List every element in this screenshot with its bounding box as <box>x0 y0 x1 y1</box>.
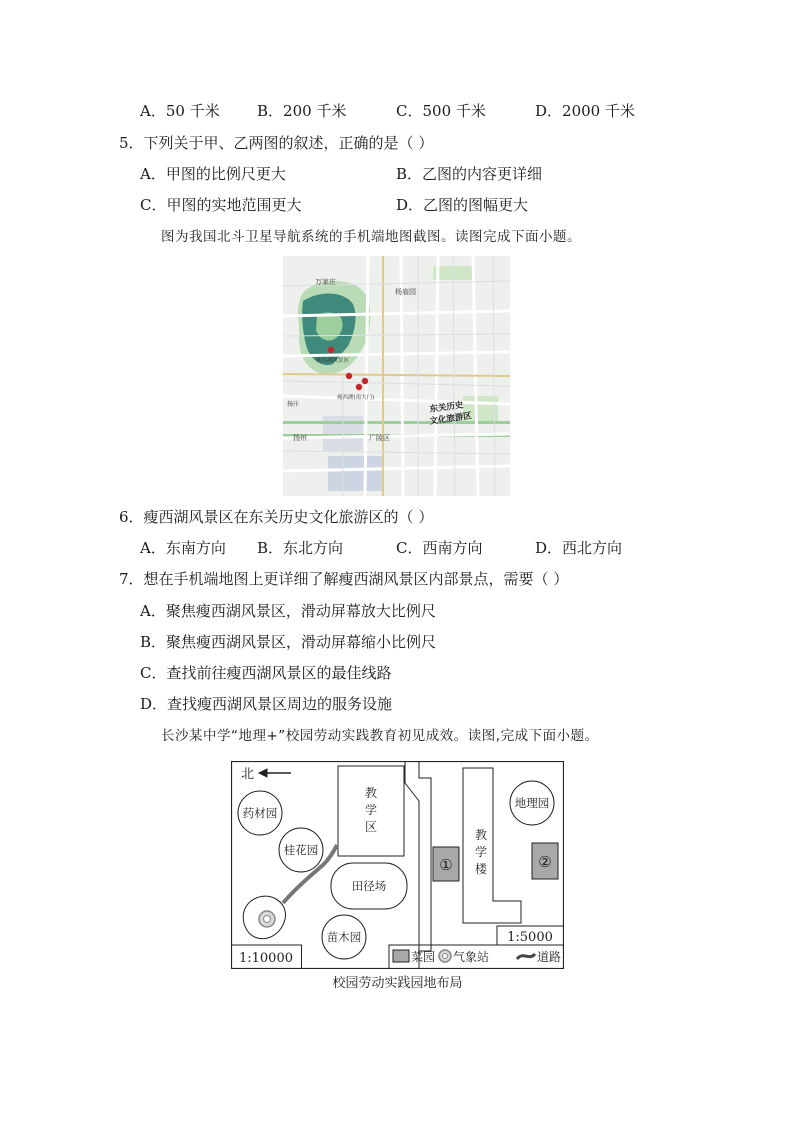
geo-garden-label: 地理园 <box>514 796 550 810</box>
nursery-label: 苗木园 <box>326 930 362 944</box>
plot-2-label: ② <box>538 853 552 871</box>
q5-option-a: A．甲图的比例尺更大 <box>140 165 286 183</box>
q4-option-d: D．2000 千米 <box>535 102 635 120</box>
map-label-dongguan-1: 东关历史 <box>429 400 465 415</box>
q7-option-b: B．聚焦瘦西湖风景区，滑动屏幕缩小比例尺 <box>140 633 437 651</box>
teaching-building-char-2: 学 <box>474 845 488 859</box>
map-label-yangzhou: 扬州 <box>293 434 307 442</box>
q4-option-b: B．200 千米 <box>257 102 347 120</box>
legend-veg-swatch <box>393 950 409 962</box>
teaching-area-char-2: 学 <box>364 803 378 817</box>
map-label-south-gate: 瘦西湖(南大门) <box>337 395 375 401</box>
scale-right: 1:5000 <box>507 930 553 945</box>
teaching-area-char-3: 区 <box>364 820 378 834</box>
north-label: 北 <box>241 767 255 782</box>
intro-phone-map: 图为我国北斗卫星导航系统的手机端地图截图。读图完成下面小题。 <box>161 229 581 245</box>
q6-option-b: B．东北方向 <box>257 539 344 557</box>
scale-left: 1:10000 <box>238 951 294 966</box>
legend-road-label: 道路 <box>537 950 562 964</box>
campus-layout-diagram <box>231 761 564 969</box>
campus-map-caption: 校园劳动实践园地布局 <box>332 976 463 991</box>
q7-stem: 7．想在手机端地图上更详细了解瘦西湖风景区内部景点，需要（ ） <box>119 570 569 588</box>
q5-stem: 5．下列关于甲、乙两图的叙述，正确的是（ ） <box>119 134 434 152</box>
q5-option-d: D．乙图的图幅更大 <box>396 196 529 214</box>
q6-option-a: A．东南方向 <box>140 539 226 557</box>
osmanthus-garden-label: 桂花园 <box>283 843 319 857</box>
map-label-wanjiazhuang: 万家庄 <box>315 278 336 286</box>
teaching-building-char-1: 教 <box>474 828 488 842</box>
teaching-building-char-3: 楼 <box>474 862 488 876</box>
legend-road-icon <box>517 954 535 959</box>
legend-weather-label: 气象站 <box>453 950 490 964</box>
map-label-yanggeyuan: 杨庙园 <box>395 288 416 296</box>
q5-option-c: C．甲图的实地范围更大 <box>140 196 302 214</box>
q4-option-c: C．500 千米 <box>396 102 486 120</box>
q6-option-c: C．西南方向 <box>396 539 483 557</box>
track-field-label: 田径场 <box>351 879 387 893</box>
q7-option-d: D．查找瘦西湖风景区周边的服务设施 <box>140 695 393 713</box>
map-label-hanjiang: 扬庄 <box>287 401 300 408</box>
q7-option-a: A．聚焦瘦西湖风景区，滑动屏幕放大比例尺 <box>140 602 436 620</box>
map-label-dongguan-2: 文化旅游区 <box>429 411 473 427</box>
intro-campus-map: 长沙某中学“地理+”校园劳动实践教育初见成效。读图,完成下面小题。 <box>161 728 599 744</box>
map-label-scenic: 瘦西湖风景区 <box>316 358 350 364</box>
q4-option-a: A．50 千米 <box>140 102 220 120</box>
herb-garden-label: 药材园 <box>242 806 278 820</box>
plot-1-label: ① <box>439 856 453 874</box>
q6-option-d: D．西北方向 <box>535 539 623 557</box>
q7-option-c: C．查找前往瘦西湖风景区的最佳线路 <box>140 664 392 682</box>
map-label-guangling: 广陵区 <box>369 434 390 442</box>
q6-stem: 6．瘦西湖风景区在东关历史文化旅游区的（ ） <box>119 508 434 526</box>
teaching-area-char-1: 教 <box>364 786 378 800</box>
phone-map-screenshot <box>283 256 510 496</box>
q5-option-b: B．乙图的内容更详细 <box>396 165 543 183</box>
legend-veg-label: 菜园 <box>411 950 436 964</box>
